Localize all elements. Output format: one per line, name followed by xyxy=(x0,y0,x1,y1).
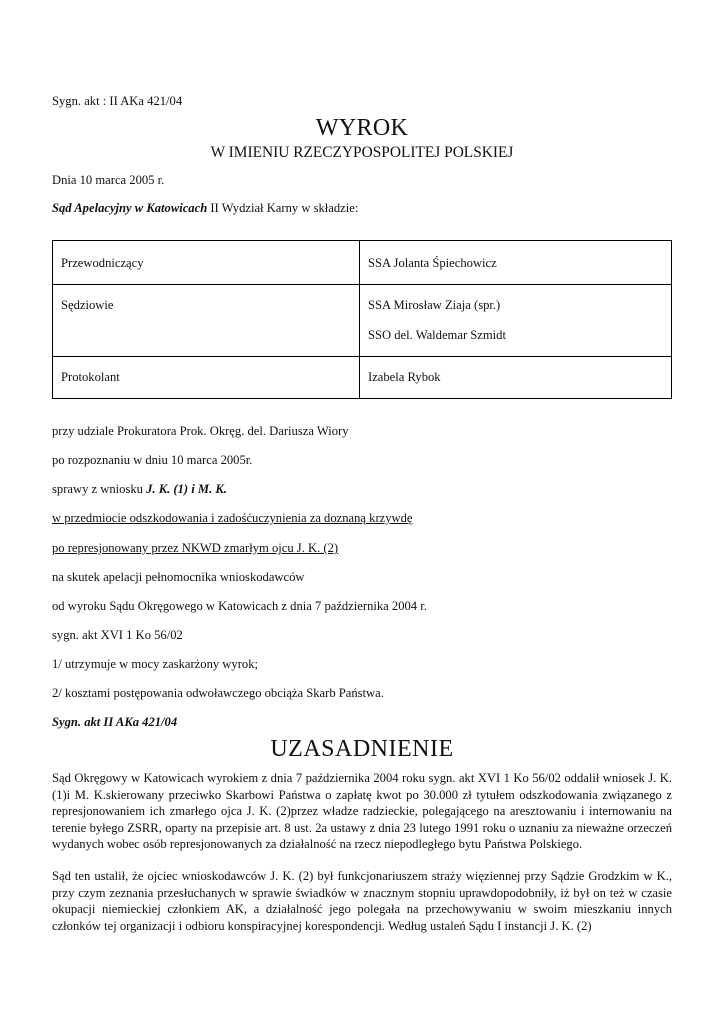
table-row xyxy=(53,357,672,399)
table-row xyxy=(53,241,672,285)
court-division: II Wydział Karny w składzie: xyxy=(207,201,359,215)
document-subtitle: W IMIENIU RZECZYPOSPOLITEJ POLSKIEJ xyxy=(210,144,514,161)
court-name: Sąd Apelacyjny w Katowicach xyxy=(52,201,208,215)
applicants-names: J. K. (1) i M. K. xyxy=(146,482,227,496)
prosecutor-line: przy udziale Prokuratora Prok. Okręg. del. Dariusza Wiory xyxy=(52,424,349,438)
case-prefix: sprawy z wniosku xyxy=(52,482,147,496)
subject-line: po represjonowany przez NKWD zmarłym ojcu J. K. (2) xyxy=(52,541,339,555)
hearing-date-line: po rozpoznaniu w dniu 10 marca 2005r. xyxy=(52,453,253,467)
lower-case-reference: sygn. akt XVI 1 Ko 56/02 xyxy=(52,628,183,642)
role-cell: Przewodniczący xyxy=(53,241,360,285)
person-name: Izabela Rybok xyxy=(368,370,441,384)
ruling-point: 1/ utrzymuje w mocy zaskarżony wyrok; xyxy=(52,657,258,671)
person-cell xyxy=(360,285,672,357)
appeal-line: na skutek apelacji pełnomocnika wnioskodawców xyxy=(52,570,305,584)
reasons-title: UZASADNIENIE xyxy=(270,736,454,762)
reasons-paragraph: Sąd ten ustalił, że ojciec wnioskodawców J. K. (2) był funkcjonariuszem straży więziennej przy Sądzie Grodzkim w K., przy czym zeznania przesłuchanych w sprawie świadków w znacznym stopniu uprawdopodobniły, iż był on też w czasie okupacji niemieckiej członkiem AK, a działalność jego polegała na przechowywaniu w swoim mieszkaniu innych członków tej organizacji i odbioru konspiracyjnej korespondencji. Według ustaleń Sądu I instancji J. K. (2) xyxy=(52,869,672,933)
reasons-paragraph: Sąd Okręgowy w Katowicach wyrokiem z dnia 7 października 2004 roku sygn. akt XVI 1 Ko 56/02 oddalił wniosek J. K. (1)i M. K.skierowany przeciwko Skarbowi Państwa o zapłatę kwot po 30.000 zł tytułem odszkodowania związanego z represjonowaniem ich zmarłego ojca J. K. (2)przez władze radzieckie, polegającego na aresztowaniu i internowaniu na terenie byłego ZSRR, oparty na przepisie art. 8 ust. 2a ustawy z dnia 23 lutego 1991 roku o uznaniu za nieważne orzeczeń wydanych wobec osób represjonowanych za działalność na rzecz niepodległego bytu Państwa Polskiego. xyxy=(52,771,672,851)
person-cell xyxy=(360,241,672,285)
court-line xyxy=(52,200,358,216)
role-cell: Sędziowie xyxy=(53,285,360,357)
case-applicants-line xyxy=(52,481,227,497)
person-cell xyxy=(360,357,672,399)
document-title: WYROK xyxy=(315,115,409,141)
subject-line: w przedmiocie odszkodowania i zadośćuczynienia za doznaną krzywdę xyxy=(52,511,413,525)
person-name: SSA Jolanta Śpiechowicz xyxy=(368,256,497,270)
table-row xyxy=(53,285,672,357)
role-cell: Protokolant xyxy=(53,357,360,399)
ruling-point: 2/ kosztami postępowania odwoławczego obciąża Skarb Państwa. xyxy=(52,686,384,700)
lower-judgment-line: od wyroku Sądu Okręgowego w Katowicach z dnia 7 października 2004 r. xyxy=(52,599,427,613)
case-reference: Sygn. akt : II AKa 421/04 xyxy=(52,94,183,108)
person-name: SSA Mirosław Ziaja (spr.) xyxy=(368,298,501,312)
judgment-date: Dnia 10 marca 2005 r. xyxy=(52,173,165,187)
bench-composition-table xyxy=(52,240,672,399)
reasons-case-reference: Sygn. akt II AKa 421/04 xyxy=(52,715,178,729)
person-name: SSO del. Waldemar Szmidt xyxy=(368,328,506,342)
